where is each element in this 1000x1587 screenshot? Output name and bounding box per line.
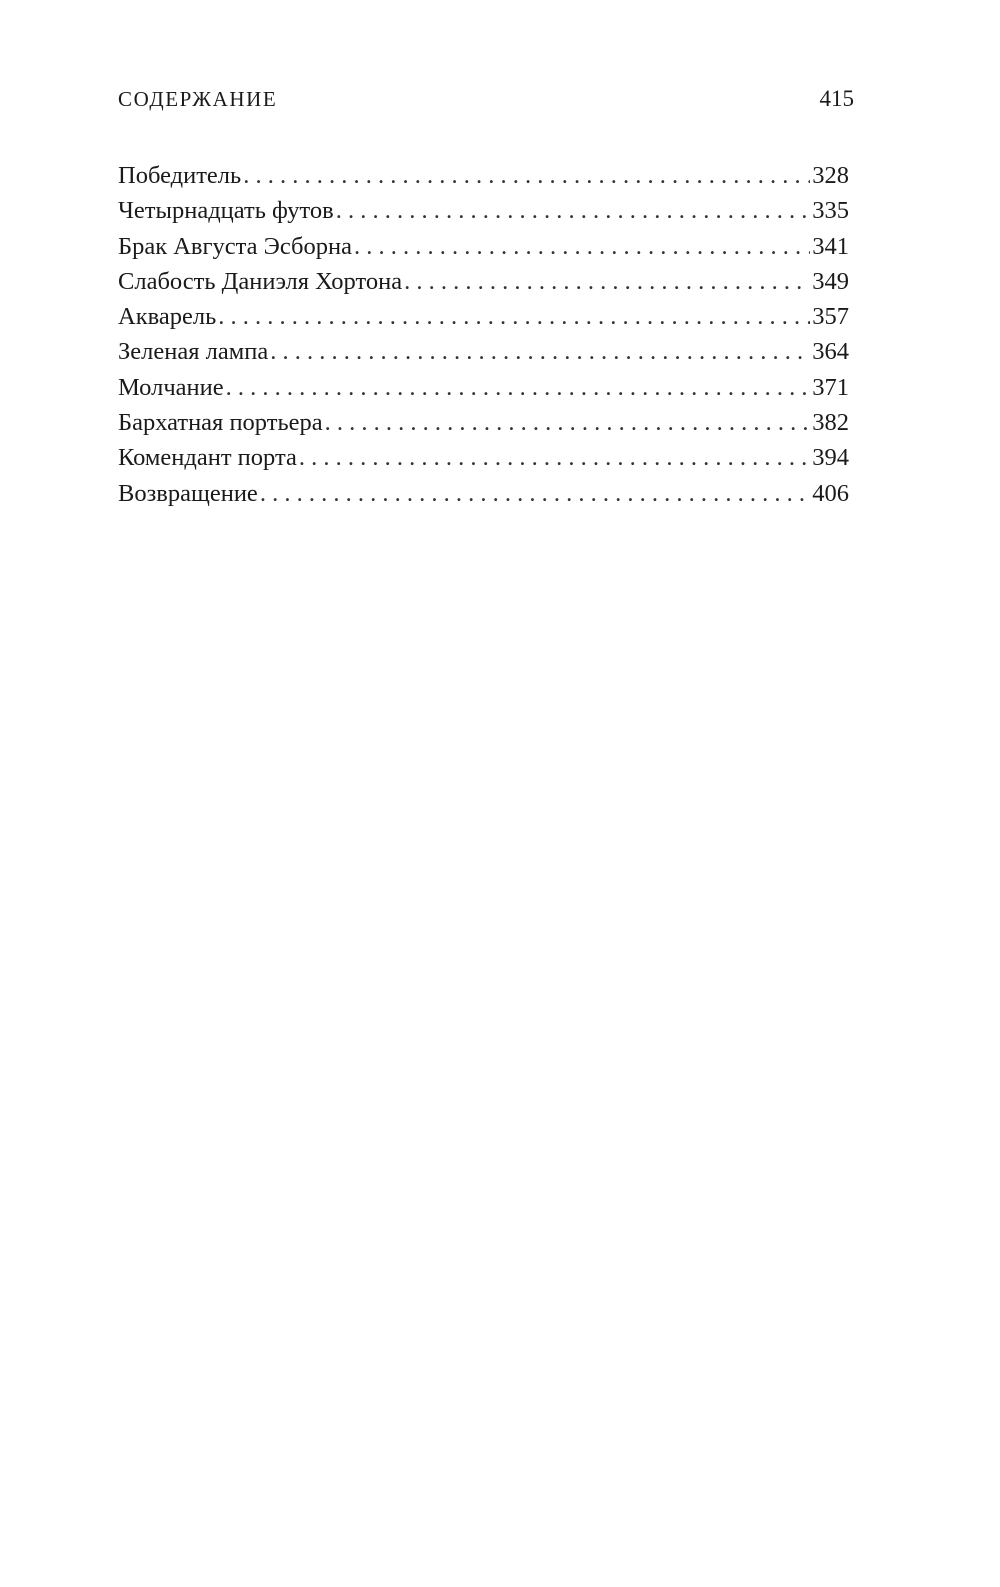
running-header xyxy=(118,86,854,120)
toc-entry-title: Слабость Даниэля Хортона xyxy=(118,267,403,295)
toc-entry-page: 394 xyxy=(812,444,849,472)
dot-leader xyxy=(260,476,810,511)
toc-entry-title: Молчание xyxy=(118,373,224,401)
toc-entry xyxy=(118,229,849,264)
toc-entry xyxy=(118,405,849,440)
toc-entry-title: Бархатная портьера xyxy=(118,409,323,437)
toc-entry xyxy=(118,334,849,369)
toc-entry-title: Комендант порта xyxy=(118,444,297,472)
toc-entry-page: 364 xyxy=(812,338,849,366)
page-number: 415 xyxy=(819,86,854,111)
toc-entry-title: Зеленая лампа xyxy=(118,338,269,366)
toc-entry xyxy=(118,476,849,511)
toc-entry xyxy=(118,264,849,299)
dot-leader xyxy=(336,193,811,228)
toc-entry-title: Победитель xyxy=(118,162,242,189)
toc-entry-title: Четырнадцать футов xyxy=(118,197,334,225)
toc-entry-page: 328 xyxy=(812,162,849,189)
dot-leader xyxy=(325,405,811,440)
toc-entry-page: 357 xyxy=(812,303,849,331)
toc-entry xyxy=(118,193,849,228)
toc-entry-page: 406 xyxy=(812,479,849,507)
toc-entry xyxy=(118,370,849,405)
toc-entry-page: 349 xyxy=(812,267,849,295)
toc-entry-page: 335 xyxy=(812,197,849,225)
toc-entry xyxy=(118,440,849,475)
toc-entry xyxy=(118,158,849,193)
toc-entry-page: 382 xyxy=(812,409,849,437)
toc-entry-page: 341 xyxy=(812,232,849,260)
dot-leader xyxy=(299,440,810,475)
table-of-contents xyxy=(118,158,849,511)
dot-leader xyxy=(243,158,810,193)
toc-entry-title: Брак Августа Эсборна xyxy=(118,232,352,260)
toc-entry-title: Акварель xyxy=(118,303,217,331)
dot-leader xyxy=(218,299,810,334)
dot-leader xyxy=(226,370,811,405)
dot-leader xyxy=(404,264,810,299)
toc-entry-title: Возвращение xyxy=(118,479,258,507)
running-title: СОДЕРЖАНИЕ xyxy=(118,87,278,111)
toc-entry xyxy=(118,299,849,334)
toc-entry-page: 371 xyxy=(812,373,849,401)
dot-leader xyxy=(354,229,810,264)
dot-leader xyxy=(270,334,810,369)
